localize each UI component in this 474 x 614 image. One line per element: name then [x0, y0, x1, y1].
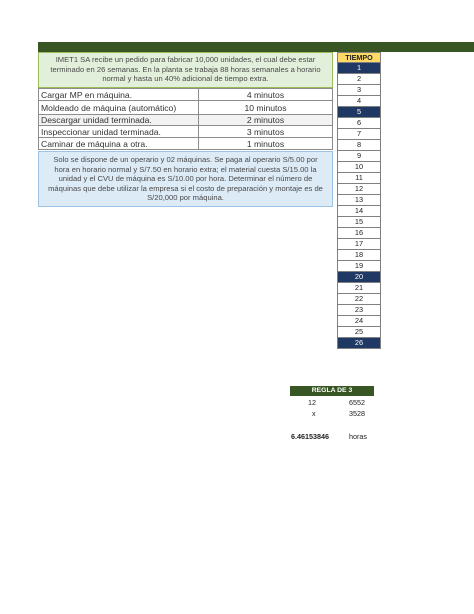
- tiempo-cell[interactable]: 5: [337, 107, 381, 118]
- tiempo-cell[interactable]: 3: [337, 85, 381, 96]
- task-row[interactable]: [38, 138, 333, 150]
- regla-result: 6.46153846: [291, 432, 329, 441]
- task-time: 10 minutos: [244, 103, 287, 113]
- tiempo-cell[interactable]: 8: [337, 140, 381, 151]
- conditions-note: [38, 151, 333, 207]
- tiempo-cell[interactable]: 4: [337, 96, 381, 107]
- tiempo-cell[interactable]: 21: [337, 283, 381, 294]
- tiempo-cell[interactable]: 26: [337, 338, 381, 349]
- tiempo-cell[interactable]: 10: [337, 162, 381, 173]
- regla-unknown-x: x: [312, 409, 316, 418]
- regla-value-c: 3528: [349, 409, 365, 418]
- tiempo-cell[interactable]: 15: [337, 217, 381, 228]
- task-time: 1 minutos: [246, 139, 285, 149]
- regla-value-b: 6552: [349, 398, 365, 407]
- note-text: Solo se dispone de un operario y 02 máquinas. Se paga al operario S/5.00 por hora en horario normal y S/7.50 en horario extra; el material cuesta S/15.00 la unidad y el CVU de máquina es S/10.00 por hora. Determinar el número de máquinas que debe utilizar la empresa si el costo de preparación y montaje es de S/20,000 por máquina.: [48, 155, 323, 203]
- task-row[interactable]: [38, 115, 333, 126]
- tiempo-cell[interactable]: 6: [337, 118, 381, 129]
- task-name: Moldeado de máquina (automático): [39, 101, 199, 114]
- tiempo-cell[interactable]: 2: [337, 74, 381, 85]
- regla-value-a: 12: [308, 398, 316, 407]
- task-name: Descargar unidad terminada.: [39, 115, 199, 125]
- tiempo-cell[interactable]: 19: [337, 261, 381, 272]
- tiempo-cell[interactable]: 22: [337, 294, 381, 305]
- regla-de-3-header: REGLA DE 3: [290, 386, 374, 396]
- tiempo-cell[interactable]: 1: [337, 63, 381, 74]
- task-name: Caminar de máquina a otra.: [39, 138, 199, 149]
- tiempo-cell[interactable]: 23: [337, 305, 381, 316]
- task-name: Cargar MP en máquina.: [39, 89, 199, 100]
- task-row[interactable]: [38, 126, 333, 138]
- task-time: 2 minutos: [246, 115, 285, 125]
- task-time: 4 minutos: [246, 90, 285, 100]
- tiempo-column: [337, 63, 381, 349]
- tiempo-cell[interactable]: 11: [337, 173, 381, 184]
- tiempo-cell[interactable]: 24: [337, 316, 381, 327]
- tiempo-cell[interactable]: 16: [337, 228, 381, 239]
- tiempo-cell[interactable]: 18: [337, 250, 381, 261]
- task-name: Inspeccionar unidad terminada.: [39, 126, 199, 137]
- regla-result-unit: horas: [349, 432, 367, 441]
- header-bar: [38, 42, 474, 52]
- task-row[interactable]: [38, 101, 333, 115]
- tiempo-header: TIEMPO: [337, 52, 381, 63]
- problem-statement: [38, 52, 333, 88]
- tiempo-cell[interactable]: 17: [337, 239, 381, 250]
- tiempo-cell[interactable]: 13: [337, 195, 381, 206]
- tiempo-cell[interactable]: 12: [337, 184, 381, 195]
- tiempo-cell[interactable]: 25: [337, 327, 381, 338]
- problem-text: IMET1 SA recibe un pedido para fabricar 10,000 unidades, el cual debe estar terminado en 26 semanas. En la planta se trabaja 88 horas semanales a horario normal y hasta un 40% adicional de tiempo extra.: [50, 55, 321, 84]
- tiempo-cell[interactable]: 9: [337, 151, 381, 162]
- task-time: 3 minutos: [246, 127, 285, 137]
- task-row[interactable]: [38, 88, 333, 101]
- tiempo-cell[interactable]: 20: [337, 272, 381, 283]
- tiempo-cell[interactable]: 14: [337, 206, 381, 217]
- tiempo-cell[interactable]: 7: [337, 129, 381, 140]
